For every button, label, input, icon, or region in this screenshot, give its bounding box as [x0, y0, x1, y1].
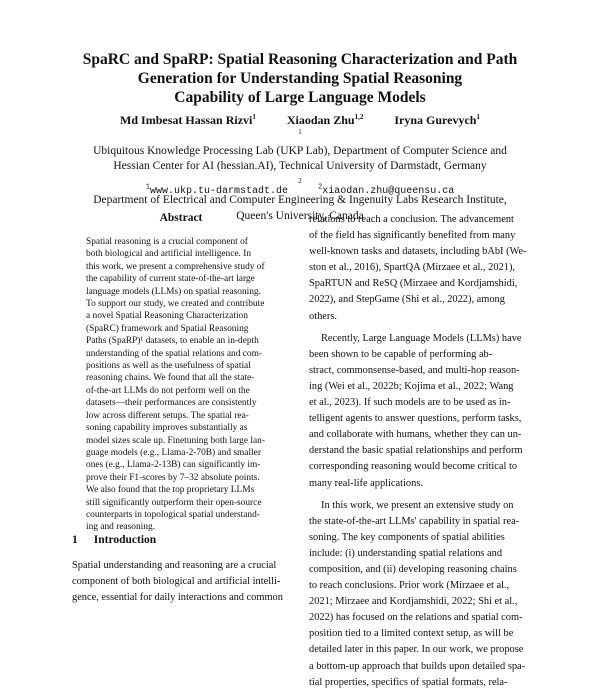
text-line: Recently, Large Language Models (LLMs) have	[321, 332, 522, 344]
author-affil-mark: 1	[252, 113, 256, 121]
text-line: et al., 2023). If such models are to be used as in-	[309, 397, 511, 409]
text-line: language models (LLMs) on spatial reasoning.	[86, 286, 261, 297]
text-line: (SpaRC) framework and Spatial Reasoning	[86, 323, 249, 334]
text-line: to reach conclusions. Prior work (Mirzaee et al.,	[309, 580, 510, 592]
text-line: this work, we present a comprehensive study of	[86, 261, 265, 272]
text-line: 2022), and StepGame (Shi et al., 2022), among	[309, 294, 505, 306]
paragraph	[309, 498, 535, 691]
abstract-heading: Abstract	[159, 212, 203, 224]
text-line: reasoning chains. We found that all the state-	[86, 373, 255, 384]
text-line: ones (e.g., Llama-2-13B) can significantly im-	[86, 460, 261, 471]
text-line: component of both biological and artificial intelli-	[72, 576, 281, 587]
text-line: many real-life applications.	[309, 477, 423, 489]
text-line: both biological and artificial intelligence. In	[86, 249, 252, 260]
text-line: ing (Wei et al., 2022b; Kojima et al., 2022; Wang	[309, 380, 514, 392]
text-line: position tied to a limited context setup, as will be	[309, 628, 514, 640]
text-line: telligent agents to answer questions, perform tasks,	[309, 413, 522, 425]
intro-body	[72, 558, 292, 606]
text-line: a bottom-up approach that builds upon detailed spa-	[309, 660, 526, 672]
text-line: To support our study, we created and contribute	[86, 299, 265, 310]
text-line: SpaRTUN and ReSQ (Mirzaee and Kordjamshidi,	[309, 278, 518, 290]
text-line: 2022) has focused on the relations and spatial com-	[309, 612, 523, 624]
text-line: In this work, we present an extensive study on	[321, 499, 514, 511]
author-name: Md Imbesat Hassan Rizvi	[120, 113, 253, 127]
affil-text: Department of Electrical and Computer Engineering & Ingenuity Labs Research Institute,	[93, 194, 507, 207]
text-line: low across different setups. The spatial rea-	[86, 410, 249, 421]
paper-title	[40, 50, 560, 107]
paragraph	[309, 331, 535, 492]
author-name: Iryna Gurevych	[394, 113, 477, 127]
section-title: Introduction	[93, 534, 157, 546]
text-line: positions as well as the usefulness of spatial	[86, 361, 251, 372]
text-line: guage models (e.g., Llama-2-70B) and smaller	[86, 447, 261, 458]
affiliation-line	[40, 159, 560, 174]
text-line: of-the-art LLMs do not perform well on the	[86, 385, 250, 396]
text-line: model sizes scale up. Finetuning both large lan-	[86, 435, 265, 446]
affil-mark: 2	[298, 177, 302, 186]
title-line: Generation for Understanding Spatial Reasoning	[137, 70, 463, 87]
text-line: Spatial understanding and reasoning are a crucial	[72, 560, 277, 571]
email-mark: 2	[318, 184, 323, 192]
text-line: tial properties, specifics of spatial formats, rela-	[309, 676, 508, 688]
text-line: understanding of the spatial relations and com-	[86, 348, 262, 359]
text-line: soning capability improves substantially as	[86, 423, 248, 434]
author-name: Xiaodan Zhu	[286, 113, 355, 127]
text-line: Paths (SpaRP)¹ datasets, to enable an in-depth	[86, 336, 259, 347]
affiliation-line	[40, 125, 560, 159]
affil-text: Hessian Center for AI (hessian.AI), Technical University of Darmstadt, Germany	[113, 160, 487, 173]
affiliations	[40, 125, 560, 224]
section-heading	[72, 534, 292, 546]
abstract-body	[86, 236, 276, 534]
text-line: datasets—their performances are consistently	[86, 398, 257, 409]
text-line: a novel Spatial Reasoning Characterization	[86, 311, 248, 322]
text-line: detailed later in this paper. In our work, we propose	[309, 644, 524, 656]
email-text[interactable]: www.ukp.tu-darmstadt.de	[149, 186, 288, 198]
email-mark: 1	[145, 184, 150, 192]
affil-mark: 1	[298, 128, 302, 136]
author-affil-mark: 1,2	[354, 113, 364, 121]
email-entry[interactable]	[318, 186, 454, 197]
affil-text: Ubiquitous Knowledge Processing Lab (UKP Lab), Department of Computer Science and	[93, 145, 507, 158]
text-line: derstand the basic spatial relationships and perform	[309, 445, 523, 457]
text-line: composition, and (ii) developing reasoning chains	[309, 563, 517, 575]
text-line: ing and reasoning.	[86, 522, 155, 533]
text-line: soning. The key components of spatial abilities	[309, 531, 505, 543]
text-line: Spatial reasoning is a crucial component of	[86, 237, 248, 247]
text-line: of the field has significantly benefited from many	[309, 230, 516, 242]
text-line: gence, essential for daily interactions and common	[72, 592, 283, 603]
text-line: prove their F1-scores by 7–32 absolute points.	[86, 472, 260, 483]
right-column-body	[309, 212, 535, 691]
email-text[interactable]: xiaodan.zhu@queensu.ca	[322, 186, 455, 198]
title-line: SpaRC and SpaRP: Spatial Reasoning Characterization and Path	[82, 51, 518, 68]
affil-text: Queen's University, Canada	[236, 209, 364, 222]
text-line: corresponding reasoning would become critical to	[309, 461, 518, 473]
contact-line	[40, 182, 560, 198]
text-line: been shown to be capable of performing ab-	[309, 348, 493, 360]
paragraph	[309, 212, 535, 325]
text-line: still significantly outperform their open-source	[86, 497, 262, 508]
text-line: We also found that the top proprietary LLMs	[86, 485, 255, 496]
text-line: relations to reach a conclusion. The advancement	[309, 214, 514, 225]
title-line: Capability of Large Language Models	[174, 89, 426, 106]
text-line: well-known tasks and datasets, including bAbI (We-	[309, 246, 527, 258]
text-line: stract, commonsense-based, and multi-hop reason-	[309, 364, 520, 376]
section-number: 1	[72, 534, 78, 546]
text-line: counterparts in topological spatial understand-	[86, 509, 260, 520]
text-line: others.	[309, 310, 337, 322]
text-line: 2021; Mirzaee and Kordjamshidi, 2022; Shi et al.,	[309, 596, 518, 608]
author-affil-mark: 1	[476, 113, 480, 121]
email-entry[interactable]	[146, 186, 288, 197]
text-line: include: (i) understanding spatial relations and	[309, 547, 503, 559]
text-line: and collaborate with humans, whether they can un-	[309, 429, 522, 441]
text-line: the capability of current state-of-the-art large	[86, 274, 255, 285]
text-line: ston et al., 2016), SpartQA (Mirzaee et al., 2021),	[309, 262, 516, 274]
text-line: the state-of-the-art LLMs' capability in spatial rea-	[309, 515, 520, 527]
